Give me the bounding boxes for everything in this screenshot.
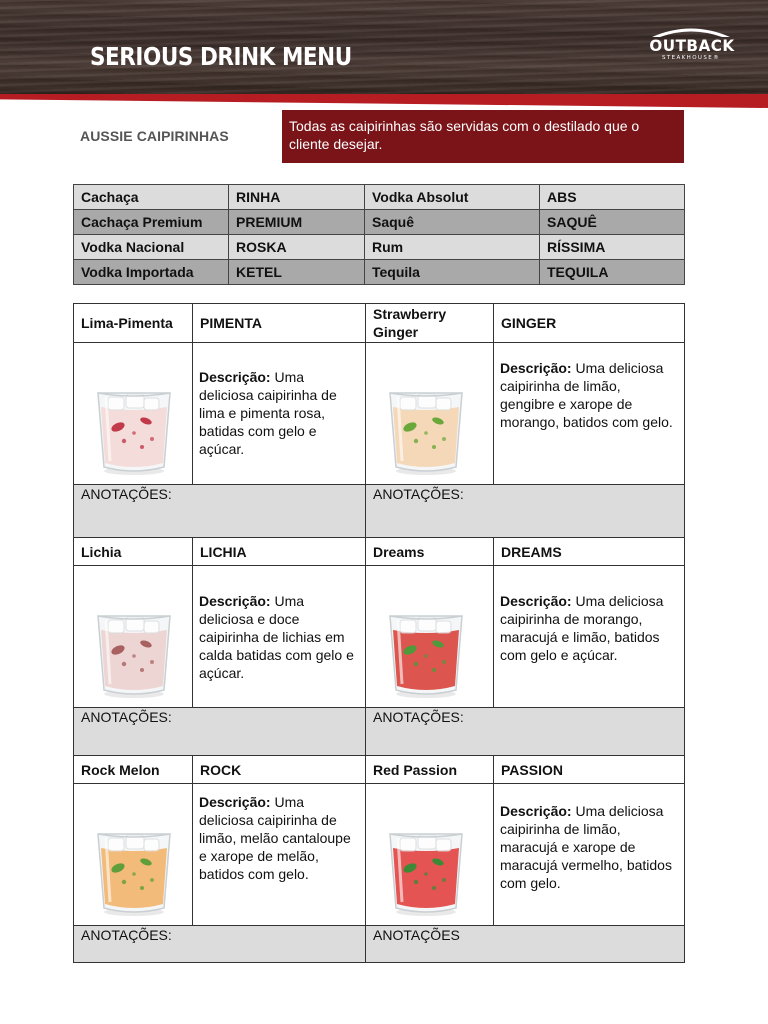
drink-detail-row — [74, 784, 685, 926]
spirit-code: KETEL — [229, 260, 365, 285]
spirit-name: Rum — [365, 235, 540, 260]
drink-description — [193, 566, 366, 708]
spirit-name: Vodka Importada — [74, 260, 229, 285]
drink-photo-cell — [74, 784, 193, 926]
spirit-code: RINHA — [229, 185, 365, 210]
drink-photo-cell — [74, 343, 193, 485]
spirit-name: Vodka Absolut — [365, 185, 540, 210]
drink-photo-cell — [366, 343, 494, 485]
drink-name: Dreams — [366, 538, 494, 566]
description-label: Descrição: — [500, 803, 572, 819]
notes-field: ANOTAÇÕES: — [366, 485, 685, 538]
logo-wordmark: OUTBACK — [649, 36, 735, 55]
spirits-table — [73, 184, 685, 285]
drink-notes-row — [74, 485, 685, 538]
drink-detail-row — [74, 566, 685, 708]
drink-glass-image — [94, 824, 174, 918]
drink-code: ROCK — [193, 756, 366, 784]
drink-code: GINGER — [494, 304, 685, 343]
drink-notes-row — [74, 926, 685, 963]
description-label: Descrição: — [199, 593, 271, 609]
spirit-code: RÍSSIMA — [540, 235, 685, 260]
drink-code: PASSION — [494, 756, 685, 784]
drink-photo-cell — [366, 784, 494, 926]
drink-description — [494, 343, 685, 485]
description-text: Uma deliciosa caipirinha de limão, gengibre e xarope de morango, batidos com gelo. — [500, 360, 673, 430]
drink-name: Rock Melon — [74, 756, 193, 784]
drink-name-row — [74, 538, 685, 566]
drink-glass-image — [94, 383, 174, 477]
description-text: Uma deliciosa caipirinha de lima e pimenta rosa, batidas com gelo e açúcar. — [199, 369, 337, 457]
drink-detail-row — [74, 343, 685, 485]
spirit-name: Saquê — [365, 210, 540, 235]
drink-code: PIMENTA — [193, 304, 366, 343]
drink-name-row — [74, 304, 685, 343]
drink-photo-cell — [366, 566, 494, 708]
notes-field: ANOTAÇÕES: — [74, 926, 366, 963]
drink-description — [494, 784, 685, 926]
notes-field: ANOTAÇÕES — [366, 926, 685, 963]
drink-code: DREAMS — [494, 538, 685, 566]
spirit-name: Cachaça Premium — [74, 210, 229, 235]
description-label: Descrição: — [199, 794, 271, 810]
spirit-name: Cachaça — [74, 185, 229, 210]
spirit-code: TEQUILA — [540, 260, 685, 285]
drink-notes-row — [74, 708, 685, 756]
description-text: Uma deliciosa caipirinha de limão, melão cantaloupe e xarope de melão, batidos com gelo. — [199, 794, 351, 882]
drink-glass-image — [386, 824, 466, 918]
spirits-row — [74, 185, 685, 210]
outback-logo — [636, 24, 746, 68]
drink-name: Strawberry Ginger — [366, 304, 494, 343]
drink-code: LICHIA — [193, 538, 366, 566]
spirit-name: Vodka Nacional — [74, 235, 229, 260]
page-title: SERIOUS DRINK MENU — [90, 42, 352, 71]
drink-name: Lima-Pimenta — [74, 304, 193, 343]
spirit-code: ROSKA — [229, 235, 365, 260]
notes-field: ANOTAÇÕES: — [74, 485, 366, 538]
drink-name: Lichia — [74, 538, 193, 566]
drink-photo-cell — [74, 566, 193, 708]
intro-note: Todas as caipirinhas são servidas com o destilado que o cliente desejar. — [282, 110, 684, 163]
spirits-row — [74, 260, 685, 285]
drink-description — [193, 343, 366, 485]
spirits-row — [74, 210, 685, 235]
spirit-code: PREMIUM — [229, 210, 365, 235]
drink-description — [494, 566, 685, 708]
drinks-table — [73, 303, 685, 963]
description-text: Uma deliciosa caipirinha de morango, maracujá e limão, batidos com gelo e açúcar. — [500, 593, 664, 663]
notes-field: ANOTAÇÕES: — [74, 708, 366, 756]
spirits-row — [74, 235, 685, 260]
drink-name-row — [74, 756, 685, 784]
description-text: Uma deliciosa e doce caipirinha de lichias em calda batidas com gelo e açúcar. — [199, 593, 354, 681]
spirit-name: Tequila — [365, 260, 540, 285]
drink-glass-image — [386, 606, 466, 700]
notes-field: ANOTAÇÕES: — [366, 708, 685, 756]
description-text: Uma deliciosa caipirinha de limão, maracujá e xarope de maracujá vermelho, batidos com gelo. — [500, 803, 672, 891]
description-label: Descrição: — [500, 593, 572, 609]
spirit-code: SAQUÊ — [540, 210, 685, 235]
header-banner — [0, 0, 768, 94]
description-label: Descrição: — [199, 369, 271, 385]
drink-name: Red Passion — [366, 756, 494, 784]
section-title: AUSSIE CAIPIRINHAS — [80, 128, 229, 144]
drink-glass-image — [386, 383, 466, 477]
header-red-stripe — [0, 94, 768, 108]
description-label: Descrição: — [500, 360, 572, 376]
spirit-code: ABS — [540, 185, 685, 210]
logo-subtitle: STEAKHOUSE® — [661, 55, 721, 61]
drink-glass-image — [94, 606, 174, 700]
drink-description — [193, 784, 366, 926]
